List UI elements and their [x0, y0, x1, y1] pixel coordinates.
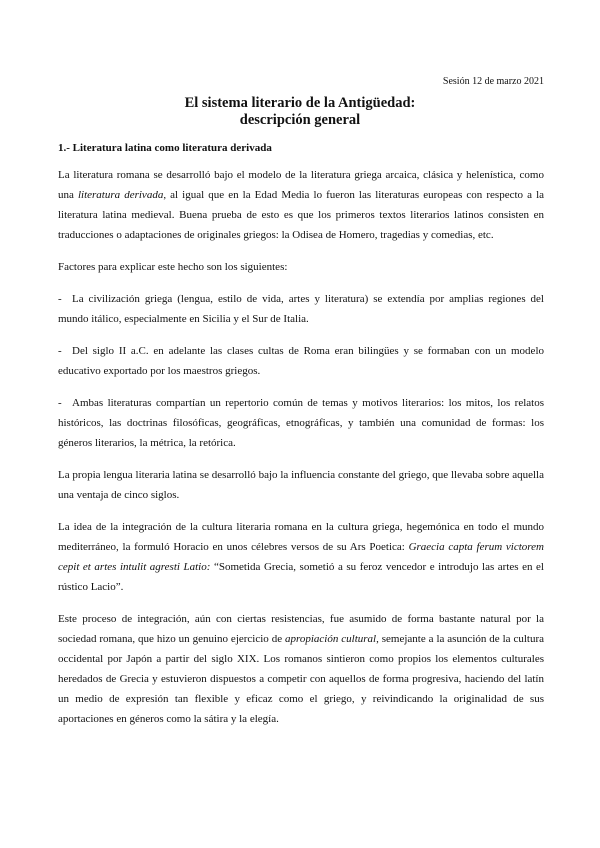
paragraph-1-emphasis: literatura derivada	[77, 189, 164, 201]
session-date: Sesión 12 de marzo 2021	[442, 76, 544, 87]
paragraph-5-text-a: Este proceso de integración, aún con ciertas resistencias, fue asumido de forma bastante natural por la sociedad romana, que hizo un genuino ejercicio de	[58, 613, 544, 645]
paragraph-5-emphasis: apropiación cultural	[285, 633, 377, 645]
bullet-item-1	[58, 289, 544, 329]
paragraph-1	[58, 165, 544, 245]
bullet-dash: -	[58, 397, 62, 409]
title-line-2: descripción general	[239, 112, 361, 128]
paragraph-3: La propia lengua literaria latina se desarrolló bajo la influencia constante del griego, que llevaba sobre aquella una ventaja de cinco siglos.	[58, 469, 544, 501]
bullet-text: Del siglo II a.C. en adelante las clases cultas de Roma eran bilingües y se formaban con un modelo educativo exportado por los maestros griegos.	[58, 345, 544, 377]
paragraph-1-text-b: , al igual que en la Edad Media lo fueron las literaturas europeas con respecto a la literatura latina medieval. Buena prueba de esto es que los primeros textos literarios latinos consisten en traducciones o adaptaciones de originales griegos: la Odisea de Homero, tragedias y comedias, etc.	[58, 189, 545, 241]
paragraph-2: Factores para explicar este hecho son los siguientes:	[58, 261, 288, 273]
bullet-text: Ambas literaturas compartían un repertorio común de temas y motivos literarios: los mitos, los relatos históricos, las doctrinas filosóficas, geográficas, etnográficas, y también una comunidad de formas: los géneros literarios, la métrica, la retórica.	[58, 397, 544, 449]
bullet-item-3	[58, 393, 544, 453]
paragraph-5-text-b: , semejante a la asunción de la cultura occidental por Japón a partir del siglo XIX. Los romanos sintieron como propios los elementos culturales heredados de Grecia y estuvieron dispuestos a competir con aquellos de forma progresiva, haciendo del latín un medio de expresión tan flexible y eficaz como el griego, y reivindicando la originalidad de sus aportaciones en géneros como la sátira y la elegía.	[58, 633, 544, 725]
paragraph-5	[58, 609, 544, 729]
bullet-dash: -	[58, 345, 62, 357]
section-heading: 1.- Literatura latina como literatura derivada	[58, 142, 272, 154]
bullet-item-2	[58, 341, 544, 381]
paragraph-4-text-a: La idea de la integración de la cultura literaria romana en la cultura griega, hegemónica en todo el mundo mediterráneo, la formuló Horacio en unos célebres versos de su Ars Poetica:	[58, 521, 544, 553]
paragraph-4-latin-quote: Graecia capta ferum victorem cepit et artes intulit agresti Latio:	[58, 541, 544, 573]
paragraph-1-text-a: La literatura romana se desarrolló bajo el modelo de la literatura griega arcaica, clásica y helenística, como una	[58, 169, 544, 201]
document-title	[0, 95, 600, 129]
title-line-1: El sistema literario de la Antigüedad:	[184, 95, 416, 111]
bullet-text: La civilización griega (lengua, estilo de vida, artes y literatura) se extendía por amplias regiones del mundo itálico, especialmente en Sicilia y el Sur de Italia.	[58, 293, 544, 325]
bullet-dash: -	[58, 293, 62, 305]
paragraph-4-text-b: “Sometida Grecia, sometió a su feroz vencedor e introdujo las artes en el rústico Lacio”.	[58, 561, 544, 593]
document-body	[58, 165, 544, 741]
paragraph-4	[58, 517, 544, 597]
